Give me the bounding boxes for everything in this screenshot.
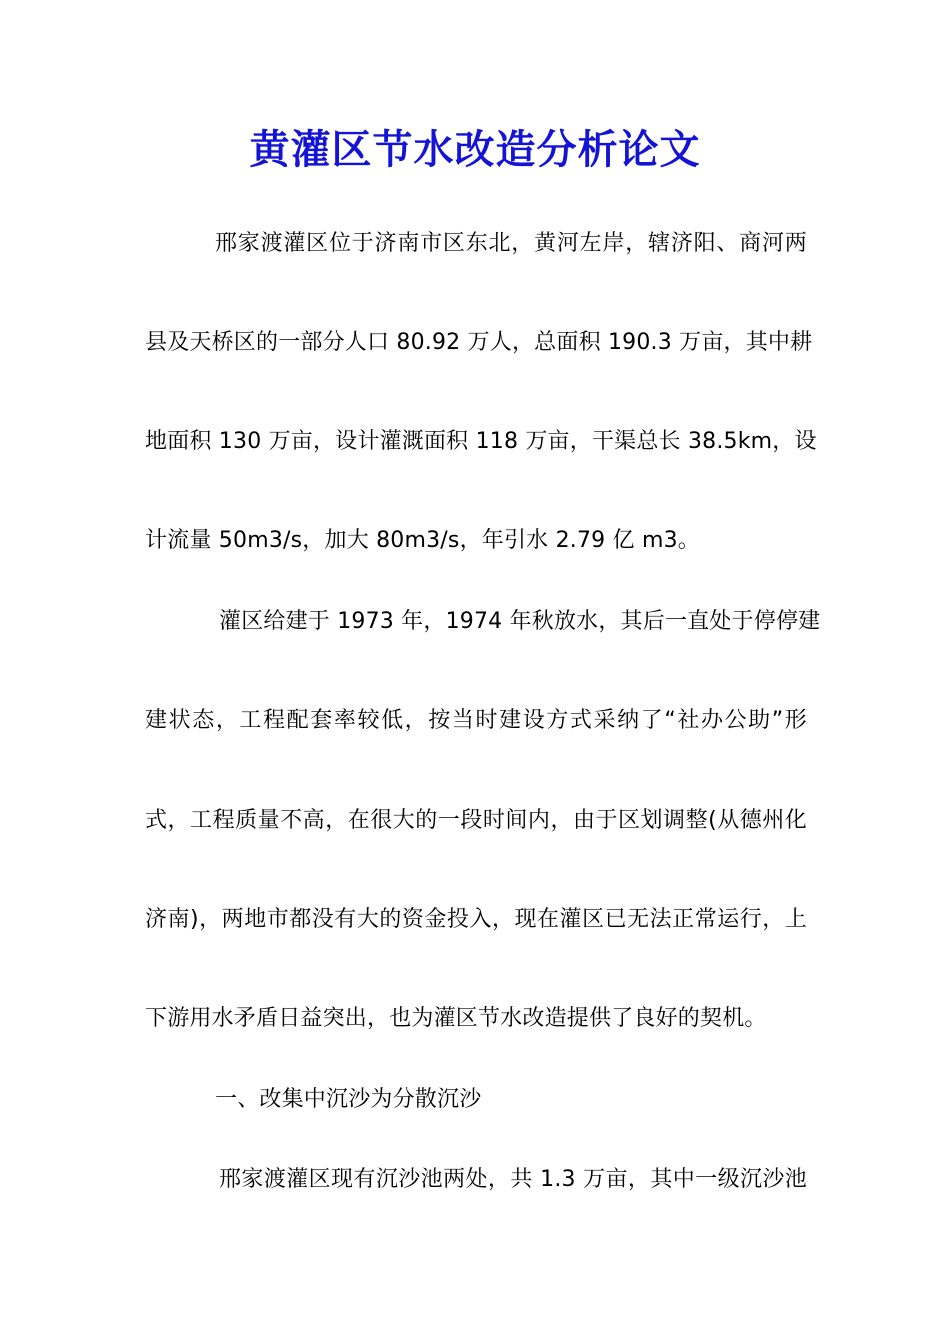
paragraph-line: 地面积 130 万亩，设计灌溉面积 118 万亩，干渠总长 38.5km，设 (145, 429, 817, 454)
paragraph-line: 济南)，两地市都没有大的资金投入，现在灌区已无法正常运行，上 (145, 907, 807, 932)
paragraph-line: 下游用水矛盾日益突出，也为灌区节水改造提供了良好的契机。 (145, 1006, 767, 1031)
paragraph-line: 建状态，工程配套率较低，按当时建设方式采纳了“社办公助”形 (145, 708, 807, 733)
section-heading: 一、改集中沉沙为分散沉沙 (215, 1087, 482, 1112)
paragraph-line: 式，工程质量不高，在很大的一段时间内，由于区划调整(从德州化 (145, 808, 807, 833)
paragraph-line: 灌区给建于 1973 年，1974 年秋放水，其后一直处于停停建 (219, 609, 821, 634)
paragraph-line: 计流量 50m3/s，加大 80m3/s，年引水 2.79 亿 m3。 (145, 528, 700, 553)
paragraph-line: 邢家渡灌区位于济南市区东北，黄河左岸，辖济阳、商河两 (215, 231, 807, 256)
paragraph-line: 邢家渡灌区现有沉沙池两处，共 1.3 万亩，其中一级沉沙池 (219, 1167, 807, 1192)
paragraph-line: 县及天桥区的一部分人口 80.92 万人，总面积 190.3 万亩，其中耕 (145, 330, 813, 355)
document-title: 黄灌区节水改造分析论文 (249, 126, 701, 173)
